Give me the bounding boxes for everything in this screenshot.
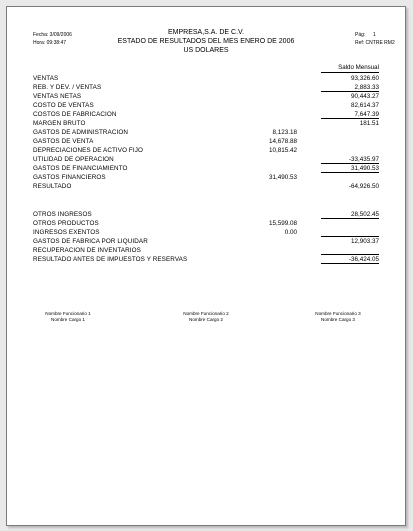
row-amount: 12,903.37	[350, 238, 379, 245]
column-header-underline	[321, 72, 379, 73]
row-amount: 7,647.39	[354, 111, 379, 118]
row-label: OTROS INGRESOS	[33, 211, 92, 218]
row-gastos-financieros	[33, 173, 379, 182]
row-amount: 28,502.45	[350, 211, 379, 218]
signature-block-2	[161, 311, 251, 323]
row-resultado	[33, 182, 379, 191]
subtotal-line	[321, 263, 379, 264]
row-label: RESULTADO ANTES DE IMPUESTOS Y RESERVAS	[33, 256, 188, 263]
subtotal-line	[321, 163, 379, 164]
row-label: GASTOS DE ADMINISTRACION	[33, 129, 129, 136]
row-label: GASTOS FINANCIEROS	[33, 174, 106, 181]
row-gastos-de-administracion	[33, 128, 379, 137]
row-otros-productos	[33, 219, 379, 228]
print-date: Fecha: 3/09/2006	[33, 32, 72, 38]
row-otros-ingresos	[33, 210, 379, 219]
row-label: GASTOS DE FABRICA POR LIQUIDAR	[33, 238, 148, 245]
print-time: Hora: 09:38:47	[33, 40, 67, 46]
row-label: RESULTADO	[33, 183, 72, 190]
report-reference: Ref: CNTRE RM2	[355, 40, 395, 46]
signatory-position: Nombre Cargo 1	[51, 317, 85, 322]
signatory-name: Nombre Funcionario 1	[45, 311, 91, 316]
signatory-position: Nombre Cargo 3	[321, 317, 355, 322]
row-amount-detail: 8,123.18	[272, 129, 297, 136]
row-amount-detail: 10,815.42	[268, 147, 297, 154]
row-amount: -64,926.50	[348, 183, 379, 190]
row-amount-detail: 15,599.08	[268, 220, 297, 227]
row-recuperacion-de-inventarios	[33, 246, 379, 255]
row-costos-de-fabricacion	[33, 110, 379, 119]
page-label: Pág:	[355, 32, 366, 38]
row-label: REB. Y DEV. / VENTAS	[33, 84, 102, 91]
report-title: ESTADO DE RESULTADOS DEL MES ENERO DE 2006	[117, 38, 295, 45]
row-depreciaciones	[33, 146, 379, 155]
row-label: COSTOS DE FABRICACION	[33, 111, 117, 118]
report-page	[6, 6, 406, 526]
row-amount-detail: 0.00	[284, 229, 297, 236]
row-margen-bruto	[33, 119, 379, 128]
row-gastos-de-financiamiento	[33, 164, 379, 173]
row-label: OTROS PRODUCTOS	[33, 220, 99, 227]
row-label: VENTAS NETAS	[33, 93, 82, 100]
row-costo-de-ventas	[33, 101, 379, 110]
row-label: MARGEN BRUTO	[33, 120, 86, 127]
signatory-name: Nombre Funcionario 2	[183, 311, 229, 316]
row-amount: -36,424.05	[348, 256, 379, 263]
column-header-saldo-mensual: Saldo Mensual	[338, 64, 379, 71]
page-number: 1	[373, 32, 376, 38]
row-amount: 2,883.33	[354, 84, 379, 91]
row-label: GASTOS DE FINANCIAMIENTO	[33, 165, 128, 172]
subtotal-line	[321, 236, 379, 237]
row-resultado-antes-de-impuestos	[33, 255, 379, 264]
signatory-position: Nombre Cargo 2	[189, 317, 223, 322]
row-amount: 31,490.53	[350, 165, 379, 172]
row-label: VENTAS	[33, 75, 59, 82]
report-currency: US DOLARES	[183, 47, 229, 54]
signatory-name: Nombre Funcionario 3	[315, 311, 361, 316]
row-label: COSTO DE VENTAS	[33, 102, 94, 109]
row-amount: -33,435.97	[348, 156, 379, 163]
row-ventas	[33, 74, 379, 83]
row-label: UTILIDAD DE OPERACION	[33, 156, 114, 163]
row-amount: 90,443.27	[350, 93, 379, 100]
company-name: EMPRESA,S.A. DE C.V.	[168, 29, 244, 36]
row-reb-dev-ventas	[33, 83, 379, 92]
row-label: RECUPERACION DE INVENTARIOS	[33, 247, 141, 254]
row-amount: 82,614.37	[350, 102, 379, 109]
row-label: DEPRECIACIONES DE ACTIVO FIJO	[33, 147, 143, 154]
row-label: GASTOS DE VENTA	[33, 138, 94, 145]
row-gastos-de-fabrica-por-liquidar	[33, 237, 379, 246]
row-amount-detail: 31,490.53	[268, 174, 297, 181]
signature-block-1	[23, 311, 113, 323]
row-amount: 93,326.60	[350, 75, 379, 82]
row-gastos-de-venta	[33, 137, 379, 146]
row-amount-detail: 14,678.88	[268, 138, 297, 145]
row-ventas-netas	[33, 92, 379, 101]
row-label: INGRESOS EXENTOS	[33, 229, 100, 236]
row-amount: 181.51	[359, 120, 379, 127]
signature-block-3	[293, 311, 383, 323]
